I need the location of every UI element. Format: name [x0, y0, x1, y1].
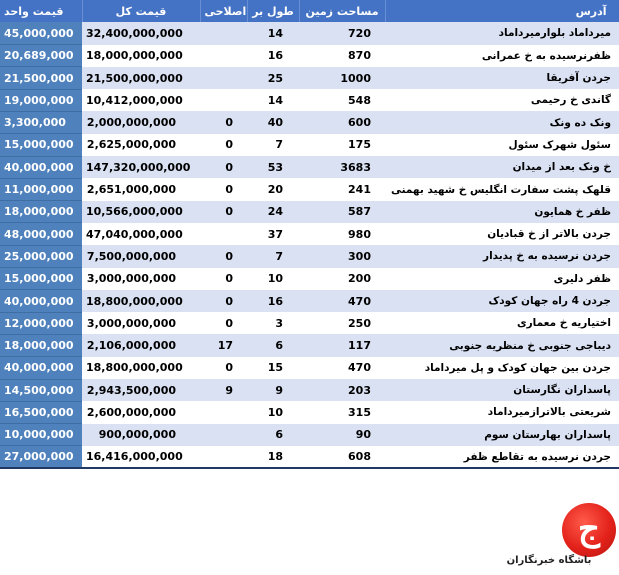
table-row — [0, 379, 619, 401]
cell-length: 20 — [247, 178, 299, 200]
cell-address: گاندی خ رحیمی — [385, 89, 619, 111]
cell-unit-price: 18,000,000 — [0, 334, 82, 356]
cell-address: ظفر دلیری — [385, 268, 619, 290]
cell-total-price: 2,106,000,000 — [82, 334, 200, 356]
cell-total-price: 16,416,000,000 — [82, 446, 200, 468]
table-row — [0, 201, 619, 223]
cell-unit-price: 27,000,000 — [0, 446, 82, 468]
logo-caption: باشگاه خبرنگاران — [506, 555, 592, 566]
cell-unit-price: 10,000,000 — [0, 424, 82, 446]
cell-renovation — [200, 401, 247, 423]
table-row — [0, 22, 619, 44]
cell-total-price: 2,625,000,000 — [82, 134, 200, 156]
cell-address: خ ونک بعد از میدان — [385, 156, 619, 178]
cell-length: 6 — [247, 334, 299, 356]
cell-renovation — [200, 22, 247, 44]
table-row — [0, 245, 619, 267]
cell-renovation: 0 — [200, 290, 247, 312]
cell-land-area: 587 — [299, 201, 385, 223]
header-total-price: قیمت کل — [82, 0, 200, 22]
table-row — [0, 290, 619, 312]
cell-land-area: 980 — [299, 223, 385, 245]
cell-total-price: 18,800,000,000 — [82, 357, 200, 379]
cell-address: جردن بالاتر از خ قبادیان — [385, 223, 619, 245]
cell-land-area: 90 — [299, 424, 385, 446]
cell-length: 15 — [247, 357, 299, 379]
header-land-area: مساحت زمین — [299, 0, 385, 22]
cell-renovation: 0 — [200, 134, 247, 156]
cell-length: 7 — [247, 134, 299, 156]
table-row — [0, 401, 619, 423]
cell-address: سئول شهرک سئول — [385, 134, 619, 156]
header-address: آدرس — [385, 0, 619, 22]
cell-renovation: 0 — [200, 111, 247, 133]
cell-unit-price: 40,000,000 — [0, 156, 82, 178]
table-row — [0, 424, 619, 446]
cell-address: قلهک پشت سفارت انگلیس خ شهید بهمنی — [385, 178, 619, 200]
cell-renovation — [200, 45, 247, 67]
logo-badge — [562, 503, 616, 557]
cell-renovation: 0 — [200, 268, 247, 290]
cell-length: 10 — [247, 401, 299, 423]
cell-land-area: 117 — [299, 334, 385, 356]
cell-total-price: 7,500,000,000 — [82, 245, 200, 267]
cell-address: ظفرنرسیده به خ عمرانی — [385, 45, 619, 67]
cell-total-price: 10,566,000,000 — [82, 201, 200, 223]
cell-land-area: 1000 — [299, 67, 385, 89]
cell-total-price: 900,000,000 — [82, 424, 200, 446]
cell-total-price: 147,320,000,000 — [82, 156, 200, 178]
cell-renovation: 0 — [200, 201, 247, 223]
cell-unit-price: 15,000,000 — [0, 134, 82, 156]
cell-address: ظفر خ همایون — [385, 201, 619, 223]
cell-address: دیباجی جنوبی خ منظریه جنوبی — [385, 334, 619, 356]
cell-renovation: 0 — [200, 156, 247, 178]
cell-length: 7 — [247, 245, 299, 267]
cell-total-price: 3,000,000,000 — [82, 312, 200, 334]
cell-renovation: 0 — [200, 357, 247, 379]
cell-renovation — [200, 67, 247, 89]
cell-address: ونک ده ونک — [385, 111, 619, 133]
cell-address: جردن نرسیده به خ پدیدار — [385, 245, 619, 267]
table-row — [0, 134, 619, 156]
cell-unit-price: 15,000,000 — [0, 268, 82, 290]
site-logo — [478, 503, 619, 575]
cell-total-price: 32,400,000,000 — [82, 22, 200, 44]
cell-unit-price: 40,000,000 — [0, 290, 82, 312]
cell-address: شریعتی بالاترازمیرداماد — [385, 401, 619, 423]
cell-unit-price: 14,500,000 — [0, 379, 82, 401]
cell-length: 53 — [247, 156, 299, 178]
cell-total-price: 2,943,500,000 — [82, 379, 200, 401]
cell-unit-price: 19,000,000 — [0, 89, 82, 111]
table-row — [0, 156, 619, 178]
table-row — [0, 334, 619, 356]
cell-land-area: 470 — [299, 357, 385, 379]
cell-length: 40 — [247, 111, 299, 133]
header-unit-price: قیمت واحد — [0, 0, 82, 22]
cell-address: جردن 4 راه جهان کودک — [385, 290, 619, 312]
cell-length: 3 — [247, 312, 299, 334]
cell-land-area: 608 — [299, 446, 385, 468]
cell-length: 18 — [247, 446, 299, 468]
cell-renovation: 9 — [200, 379, 247, 401]
cell-renovation: 0 — [200, 178, 247, 200]
cell-land-area: 300 — [299, 245, 385, 267]
cell-length: 16 — [247, 290, 299, 312]
cell-length: 10 — [247, 268, 299, 290]
table-row — [0, 178, 619, 200]
table-header-row — [0, 0, 619, 22]
cell-length: 24 — [247, 201, 299, 223]
table-row — [0, 268, 619, 290]
cell-unit-price: 11,000,000 — [0, 178, 82, 200]
cell-land-area: 600 — [299, 111, 385, 133]
table-row — [0, 312, 619, 334]
cell-unit-price: 21,500,000 — [0, 67, 82, 89]
cell-total-price: 18,000,000,000 — [82, 45, 200, 67]
cell-renovation — [200, 89, 247, 111]
cell-length: 14 — [247, 22, 299, 44]
table-row — [0, 357, 619, 379]
cell-address: اختیاریه خ معماری — [385, 312, 619, 334]
cell-land-area: 250 — [299, 312, 385, 334]
cell-unit-price: 3,300,000 — [0, 111, 82, 133]
table-row — [0, 111, 619, 133]
cell-renovation: 0 — [200, 312, 247, 334]
cell-unit-price: 16,500,000 — [0, 401, 82, 423]
cell-length: 6 — [247, 424, 299, 446]
table-row — [0, 89, 619, 111]
cell-unit-price: 40,000,000 — [0, 357, 82, 379]
table-row — [0, 45, 619, 67]
cell-length: 16 — [247, 45, 299, 67]
cell-land-area: 203 — [299, 379, 385, 401]
cell-total-price: 47,040,000,000 — [82, 223, 200, 245]
cell-renovation: 17 — [200, 334, 247, 356]
cell-unit-price: 18,000,000 — [0, 201, 82, 223]
table-row — [0, 223, 619, 245]
cell-renovation — [200, 223, 247, 245]
logo-glyph: ج — [578, 509, 600, 549]
cell-land-area: 241 — [299, 178, 385, 200]
cell-land-area: 200 — [299, 268, 385, 290]
table-row — [0, 67, 619, 89]
cell-address: پاسداران بهارستان سوم — [385, 424, 619, 446]
cell-total-price: 10,412,000,000 — [82, 89, 200, 111]
cell-land-area: 548 — [299, 89, 385, 111]
cell-land-area: 470 — [299, 290, 385, 312]
cell-address: جردن آفریقا — [385, 67, 619, 89]
cell-total-price: 18,800,000,000 — [82, 290, 200, 312]
cell-unit-price: 20,689,000 — [0, 45, 82, 67]
cell-length: 25 — [247, 67, 299, 89]
cell-length: 14 — [247, 89, 299, 111]
cell-total-price: 21,500,000,000 — [82, 67, 200, 89]
header-renovation: اصلاحی — [200, 0, 247, 22]
cell-land-area: 315 — [299, 401, 385, 423]
cell-land-area: 175 — [299, 134, 385, 156]
cell-address: جردن بین جهان کودک و پل میرداماد — [385, 357, 619, 379]
table-row — [0, 446, 619, 468]
cell-unit-price: 12,000,000 — [0, 312, 82, 334]
cell-renovation — [200, 424, 247, 446]
cell-address: پاسداران نگارستان — [385, 379, 619, 401]
cell-land-area: 870 — [299, 45, 385, 67]
cell-length: 9 — [247, 379, 299, 401]
cell-land-area: 720 — [299, 22, 385, 44]
cell-total-price: 2,600,000,000 — [82, 401, 200, 423]
cell-unit-price: 45,000,000 — [0, 22, 82, 44]
cell-address: جردن نرسیده به تقاطع ظفر — [385, 446, 619, 468]
cell-length: 37 — [247, 223, 299, 245]
cell-land-area: 3683 — [299, 156, 385, 178]
cell-total-price: 2,651,000,000 — [82, 178, 200, 200]
cell-unit-price: 48,000,000 — [0, 223, 82, 245]
header-length: طول بر — [247, 0, 299, 22]
cell-total-price: 3,000,000,000 — [82, 268, 200, 290]
cell-renovation — [200, 446, 247, 468]
cell-total-price: 2,000,000,000 — [82, 111, 200, 133]
cell-unit-price: 25,000,000 — [0, 245, 82, 267]
cell-renovation: 0 — [200, 245, 247, 267]
cell-address: میرداماد بلوارمیرداماد — [385, 22, 619, 44]
